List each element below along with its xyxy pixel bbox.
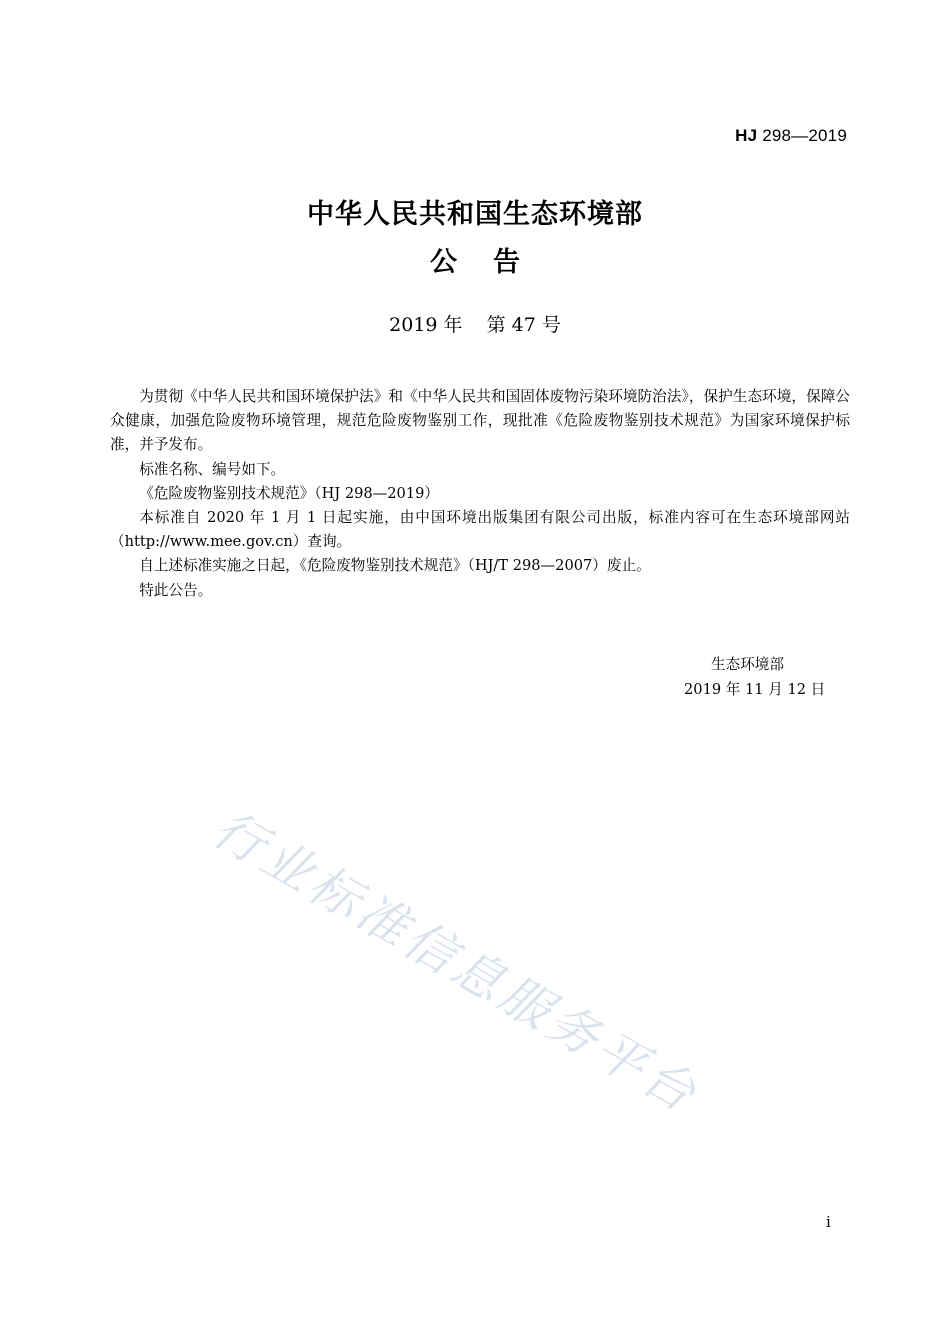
standard-prefix: HJ [735,126,758,145]
notice-year: 2019 年 [389,314,463,336]
standard-number: 298—2019 [757,126,847,145]
body-paragraph: 《危险废物鉴别技术规范》（HJ 298—2019） [139,484,440,502]
signature-org: 生态环境部 [711,656,784,673]
notice-serial: 第 47 号 [486,314,561,336]
page-number: i [826,1213,831,1231]
signature-date: 2019 年 11 月 12 日 [684,681,826,698]
body-paragraph: 自上述标准实施之日起，《危险废物鉴别技术规范》（HJ/T 298—2007）废止。 [139,557,651,575]
standard-code [735,126,847,146]
body-paragraph: 特此公告。 [139,581,213,599]
notice-body [110,385,850,603]
watermark: 行业标准信息服务平台 [203,799,709,1125]
ministry-title: 中华人民共和国生态环境部 [307,199,643,230]
body-paragraph: 为贯彻《中华人民共和国环境保护法》和《中华人民共和国固体废物污染环境防治法》，保护生态环境，保障公众健康，加强危险废物环境管理，规范危险废物鉴别工作，现批准《危险废物鉴别技术规范》为国家环境保护标准，并予发布。 [110,388,850,454]
body-paragraph: 本标准自 2020 年 1 月 1 日起实施，由中国环境出版集团有限公司出版，标准内容可在生态环境部网站（http://www.mee.gov.cn）查询。 [110,509,850,551]
notice-title: 公告 [430,247,556,278]
notice-number [0,310,950,337]
body-paragraph: 标准名称、编号如下。 [139,460,286,478]
